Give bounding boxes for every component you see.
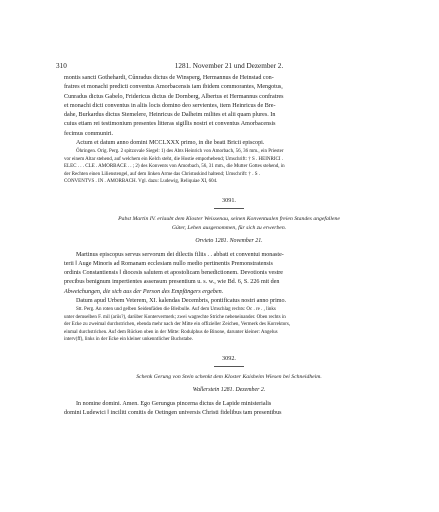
bulla-note	[64, 306, 394, 343]
document-date: Wallerstein 1281. Dezember 2.	[192, 387, 266, 393]
text-line: ordinis Constantiensis ‖ diocesis salutem et apostolicam benedictionem. Devotionis vestre	[64, 270, 284, 277]
text-line: domini Ludewici ‖ inciliti comitis de Oetingen universis Christi fidelibus tam presentibus	[64, 410, 282, 417]
text-line: Cunradus dictus Gabelo, Fridericus dictus de Dornberg, Albertus et Hermannus confratres	[64, 93, 284, 100]
running-title: 1281. November 21 und Dezember 2.	[174, 62, 284, 70]
note-line: einmal durchstrichen. Auf dem Rücken oben in der Mitte: Rodulphus de Binone, darunter kleiner: Angelus	[64, 329, 278, 335]
note-line: der Ecke zu zweimal durchstrichen, ebenda mehr nach der Mitte ein offizieller Zeichen, Vermerk des Korrektors,	[64, 322, 291, 328]
text-line: Abweichungen, die sich aus der Person des Empfängers ergeben.	[64, 288, 224, 295]
note-line: CONVENTVS . IN . AMORBACH. Vgl. dazu: Ludewig, Reliquiae XI, 604.	[64, 179, 218, 184]
text-line: precibus benignum impertientes assensum presentium u. s. w., wie Bd. 6, S. 226 mit den	[64, 279, 280, 286]
summary-line: Pabst Martin IV. erlaubt dem Kloster Weissenau, seinen Konventualen freien Standes angefallene	[118, 216, 340, 223]
continuation-text	[64, 74, 394, 148]
document-number-3092: 3092.	[222, 355, 236, 363]
note-line: vor einem Altar stehend, auf welchem ein Kelch steht, die Hostie emporhebend; Umschrift: † S . HEINRICI .	[64, 156, 283, 162]
document-body-3091	[64, 251, 394, 307]
note-line: Stt. Perg. An roten und gelben Seidenfäden die Bleibulle. Auf dem Umschlag rechts: Oc . re . , links	[76, 307, 276, 313]
page-number: 310	[56, 62, 67, 70]
running-header	[56, 62, 394, 74]
text-line: et monachi dicti conventus in aliis locis domino deo servientes, item Heinricus de Bre-	[64, 102, 276, 109]
text-line: In nomine domini. Amen. Ego Gerungus pincerna dictus de Lapide ministerialis	[76, 401, 272, 407]
summary-line: Schenk Gerung von Stein schenkt dem Kloster Kaisheim Wiesen bei Schneidheim.	[136, 374, 322, 381]
document-number-3091: 3091.	[222, 197, 236, 205]
note-line: Öhringen. Orig. Perg. 2 spitzovale Siegel: 1) des Abts Heinrich von Amorbach, 56, 36 mm., ein Priester	[76, 149, 284, 155]
document-date: Orvieto 1281. November 21.	[195, 237, 263, 244]
note-line: interv(ff), links in der Ecke ein kleiner unkenntlicher Buchstabe.	[64, 337, 194, 342]
seal-note	[64, 148, 394, 185]
divider	[214, 366, 244, 367]
text-line: fratres et monachi predicti conventus Amorbacensis iam ibidem commorantes, Mengotus,	[64, 84, 283, 91]
text-line: cuius etiam rei testimonium presentes litteras sigillis nostri et conventus Amorbacensis	[64, 121, 276, 128]
note-line: unter demselben F. mil (ariis?), darüber Kontervermerk; zwei wagrechte Striche nebeneinander. Oben rechts in	[64, 314, 286, 320]
text-line: terii ‖ Auge Minoris ad Romanam ecclesiam nullo medio pertinentis Premonstratensis	[64, 260, 273, 267]
actum-line: Actum et datum anno domini MCCLXXX primo, in die beati Bricii episcopi.	[76, 140, 265, 147]
divider	[214, 208, 244, 209]
text-line: montis sancti Gothehardi, Cůnradus dictus de Winsperg, Hermannus de Heinstad con-	[64, 75, 274, 81]
document-body-3092	[64, 400, 394, 419]
note-line: der Rechten einen Lilienstengel, auf dem linken Arme das Christuskind haltend; Umschrift: † . S .	[64, 171, 261, 177]
text-line: Martinus episcopus servus servorum dei dilectis filiis . . abbati et conventui monaste-	[76, 251, 284, 258]
datum-line: Datum apud Urbem Veterem, XI. kalendas Decembris, pontificatus nostri anno primo.	[76, 298, 287, 305]
summary-line: Güter, Lehen ausgenommen, für sich zu erwerben.	[171, 225, 287, 231]
note-line: ELEC . . . CLE . AMORBACE . . ; 2) des Konvents von Amorbach, 56, 31 mm., die Mutter Gottes stehend, in	[64, 164, 285, 170]
text-line: fecimus communiri.	[64, 130, 114, 137]
document-page	[56, 62, 394, 419]
text-line: dahe, Burkardus dictus Stemelere, Heinricus de Dalheim milites et alii quam plures. In	[64, 112, 276, 119]
